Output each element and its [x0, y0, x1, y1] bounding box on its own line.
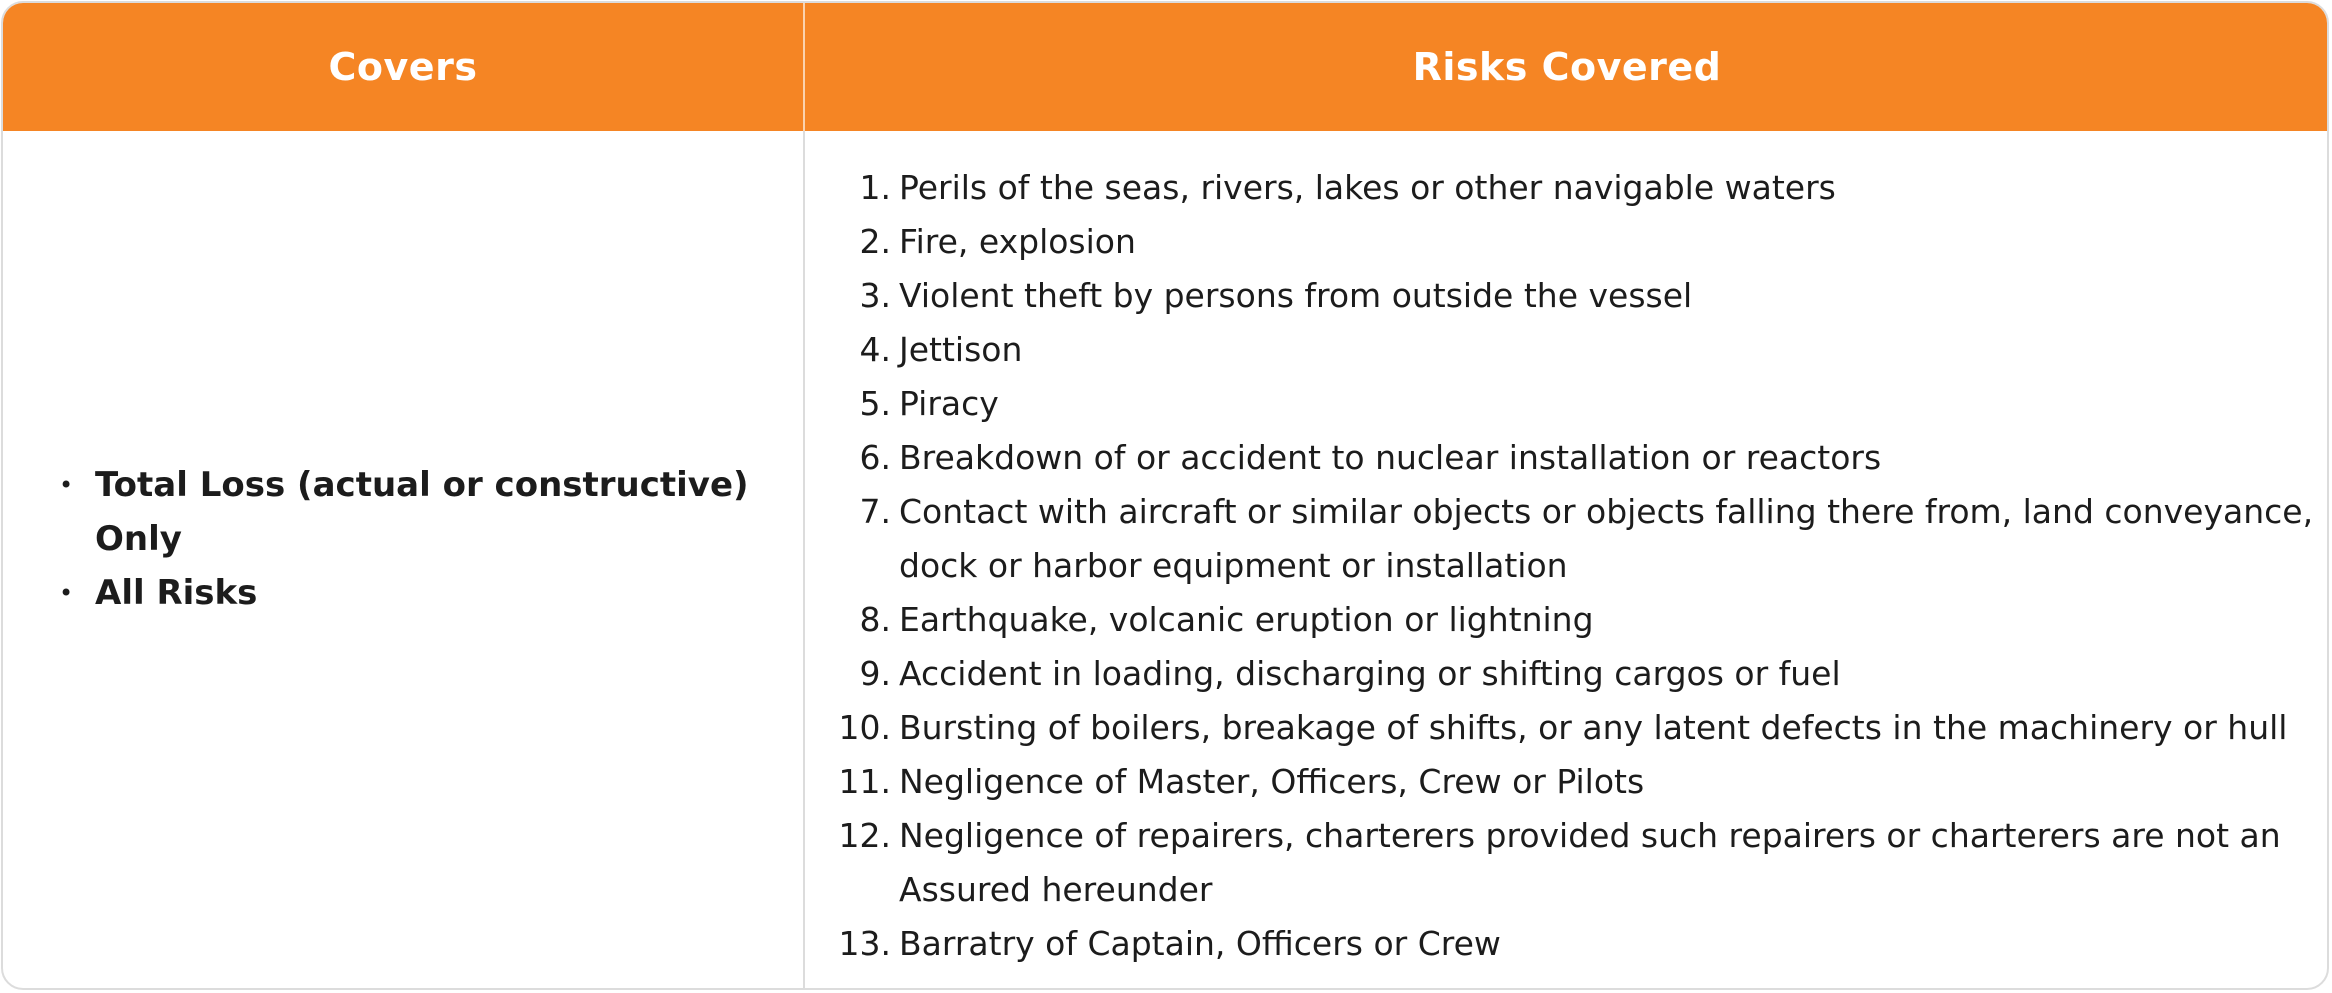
risk-text: Contact with aircraft or similar objects or objects falling there from, land conveyance, dock or harbor equipment or installation [899, 492, 2314, 585]
risk-text: Negligence of repairers, charterers provided such repairers or charterers are not an Assured hereunder [899, 816, 2281, 909]
risk-number: 5. [859, 384, 891, 423]
bullet-icon: • [59, 471, 74, 499]
risk-item [825, 755, 2315, 809]
risk-text: Negligence of Master, Officers, Crew or Pilots [899, 762, 1645, 801]
risk-text: Breakdown of or accident to nuclear installation or reactors [899, 438, 1882, 477]
risk-number: 6. [859, 438, 891, 477]
risk-number: 8. [859, 600, 891, 639]
risk-item [825, 323, 2315, 377]
covers-list [59, 458, 759, 620]
column-divider [803, 131, 805, 988]
risk-item [825, 485, 2315, 593]
risk-text: Piracy [899, 384, 999, 423]
covers-item-text: Total Loss (actual or constructive) Only [95, 465, 749, 559]
risk-number: 9. [859, 654, 891, 693]
risk-text: Jettison [899, 330, 1023, 369]
risk-number: 12. [838, 816, 891, 855]
header-covers: Covers [328, 45, 478, 89]
risk-number: 10. [838, 708, 891, 747]
risk-number: 4. [859, 330, 891, 369]
bullet-icon: • [59, 579, 74, 607]
risk-number: 13. [838, 924, 891, 963]
risk-item [825, 593, 2315, 647]
covers-item [59, 566, 759, 620]
risk-text: Perils of the seas, rivers, lakes or other navigable waters [899, 168, 1836, 207]
risk-text: Barratry of Captain, Officers or Crew [899, 924, 1501, 963]
risk-item [825, 809, 2315, 917]
risk-item [825, 917, 2315, 971]
risk-number: 7. [859, 492, 891, 531]
risk-number: 2. [859, 222, 891, 261]
coverage-table [1, 1, 2329, 990]
risk-text: Violent theft by persons from outside the vessel [899, 276, 1693, 315]
risk-text: Bursting of boilers, breakage of shifts, or any latent defects in the machinery or hull [899, 708, 2288, 747]
risks-list [825, 161, 2315, 971]
risk-item [825, 431, 2315, 485]
table-header [3, 3, 2327, 131]
header-risks-covered: Risks Covered [1412, 45, 1722, 89]
risk-text: Accident in loading, discharging or shifting cargos or fuel [899, 654, 1841, 693]
covers-item-text: All Risks [95, 573, 258, 613]
risk-item [825, 647, 2315, 701]
risk-item [825, 215, 2315, 269]
risk-number: 3. [859, 276, 891, 315]
risk-text: Earthquake, volcanic eruption or lightning [899, 600, 1594, 639]
risk-number: 11. [838, 762, 891, 801]
covers-item [59, 458, 759, 566]
risk-text: Fire, explosion [899, 222, 1136, 261]
risk-item [825, 161, 2315, 215]
risk-item [825, 377, 2315, 431]
risk-item [825, 701, 2315, 755]
risk-number: 1. [859, 168, 891, 207]
risk-item [825, 269, 2315, 323]
